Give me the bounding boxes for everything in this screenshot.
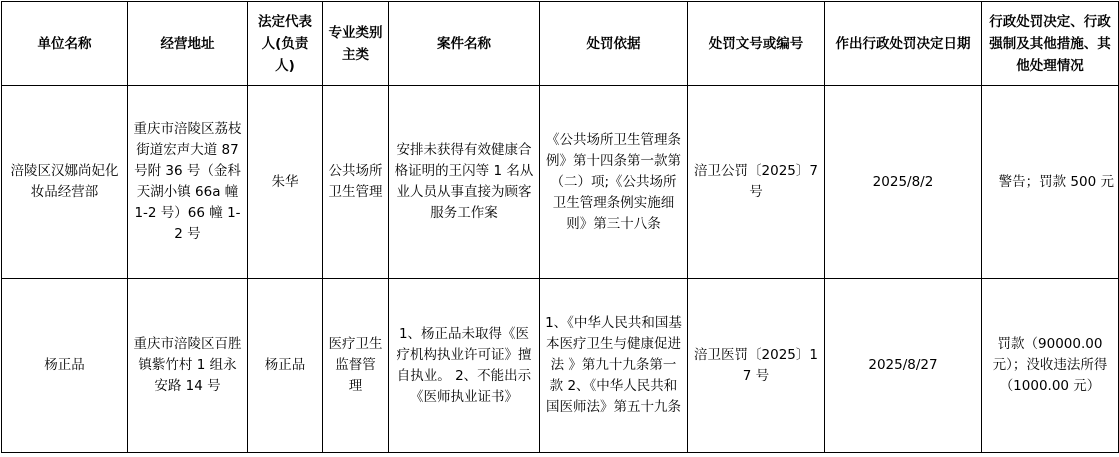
header-decision: 行政处罚决定、行政强制及其他措施、其他处理情况 <box>982 2 1119 86</box>
cell-case-name: 安排未获得有效健康合格证明的王闪等 1 名从业人员从事直接为顾客服务工作案 <box>389 86 540 279</box>
cell-category: 医疗卫生监督管 理 <box>323 279 389 453</box>
cell-date: 2025/8/2 <box>825 86 982 279</box>
cell-decision: 罚款（90000.00 元）；没收违法所得（1000.00 元） <box>982 279 1119 453</box>
cell-decision: 警告；罚款 500 元 <box>982 86 1119 279</box>
cell-doc-no: 涪卫公罚〔2025〕7 号 <box>688 86 825 279</box>
header-representative: 法定代表人(负责人) <box>248 2 323 86</box>
cell-address: 重庆市涪陵区百胜镇紫竹村 1 组永安路 14 号 <box>128 279 248 453</box>
cell-unit-name: 杨正品 <box>2 279 128 453</box>
header-basis: 处罚依据 <box>540 2 688 86</box>
cell-representative: 杨正品 <box>248 279 323 453</box>
table-header-row <box>2 2 1119 86</box>
header-unit-name: 单位名称 <box>2 2 128 86</box>
header-category: 专业类别主类 <box>323 2 389 86</box>
cell-representative: 朱华 <box>248 86 323 279</box>
header-case-name: 案件名称 <box>389 2 540 86</box>
cell-address: 重庆市涪陵区荔枝街道宏声大道 87 号附 36 号（金科天湖小镇 66a 幢 1-2 号）66 幢 1-2 号 <box>128 86 248 279</box>
table-row <box>2 279 1119 453</box>
penalty-table <box>1 1 1119 453</box>
header-doc-no: 处罚文号或编号 <box>688 2 825 86</box>
cell-basis: 1、《中华人民共和国基本医疗卫生与健康促进法 》第九十九条第一款 2、《中华人民共和国医师法》第五十九条 <box>540 279 688 453</box>
header-date: 作出行政处罚决定日期 <box>825 2 982 86</box>
cell-unit-name: 涪陵区汉娜尚妃化妆品经营部 <box>2 86 128 279</box>
table-row <box>2 86 1119 279</box>
cell-basis: 《公共场所卫生管理条例》第十四条第一款第（二）项;《公共场所卫生管理条例实施细则》第三十八条 <box>540 86 688 279</box>
cell-category: 公共场所卫生管理 <box>323 86 389 279</box>
header-address: 经营地址 <box>128 2 248 86</box>
cell-doc-no: 涪卫医罚〔2025〕17 号 <box>688 279 825 453</box>
cell-date: 2025/8/27 <box>825 279 982 453</box>
cell-case-name: 1、杨正品未取得《医疗机构执业许可证》擅自执业。 2、不能出示《医师执业证书》 <box>389 279 540 453</box>
